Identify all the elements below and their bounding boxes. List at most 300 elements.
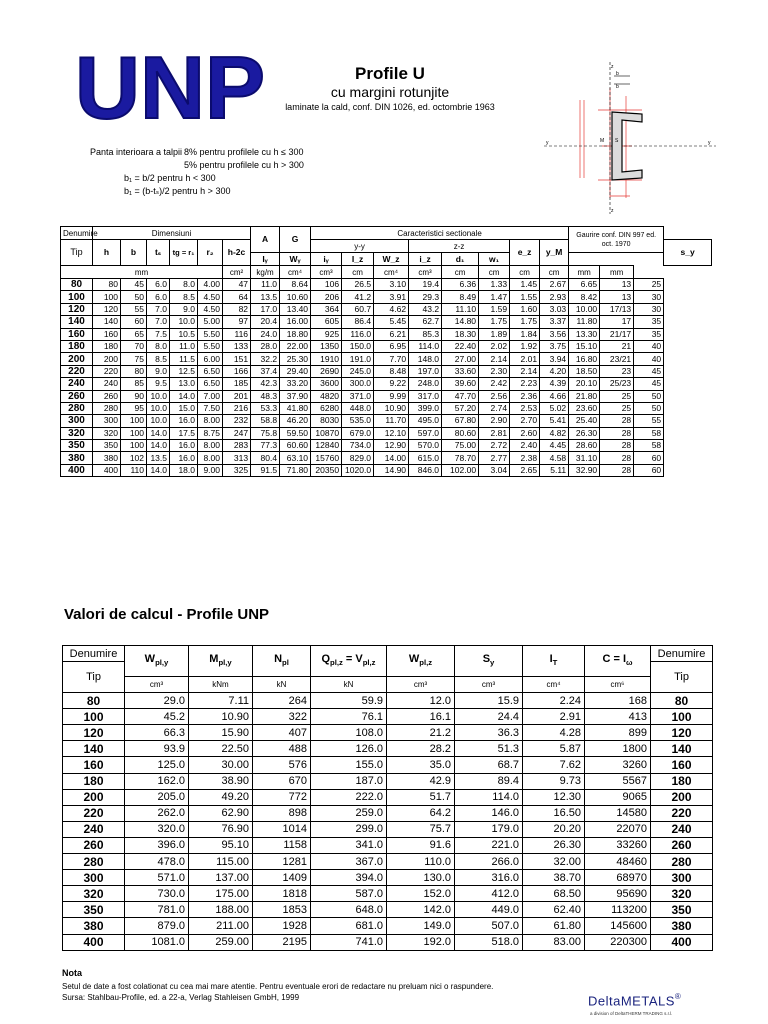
- t2-cell: 1158: [253, 837, 311, 853]
- t1-cell: 55: [121, 303, 147, 315]
- t1-col-iy: iᵧ: [311, 253, 342, 266]
- t1-cell: 2.70: [510, 415, 540, 427]
- t1-cell: 1.33: [479, 279, 510, 291]
- t1-row-tip: 380: [61, 452, 93, 464]
- t1-cell: 10.60: [280, 291, 311, 303]
- t1-cell: 50: [634, 402, 664, 414]
- t1-cell: 80.4: [251, 452, 280, 464]
- t1-cell: 23: [600, 365, 634, 377]
- t1-cell: 240: [93, 378, 121, 390]
- t2-cell: 83.00: [523, 934, 585, 950]
- t1-cell: 28.60: [569, 440, 600, 452]
- t1-cell: 55: [634, 415, 664, 427]
- t1-cell: 3600: [311, 378, 342, 390]
- t2-cell: 449.0: [455, 902, 523, 918]
- t2-cell: 507.0: [455, 918, 523, 934]
- t2-cell: 75.7: [387, 821, 455, 837]
- t2-cell: 76.90: [189, 821, 253, 837]
- t1-cell: 371.0: [342, 390, 374, 402]
- t2-header-tip: Tip: [63, 662, 125, 693]
- t2-cell: 205.0: [125, 789, 189, 805]
- t2-cell: 221.0: [455, 837, 523, 853]
- t1-cell: 1910: [311, 353, 342, 365]
- t1-cell: 7.5: [147, 328, 170, 340]
- t1-cell: 80.60: [442, 427, 479, 439]
- t2-row-tip-right: 300: [651, 870, 713, 886]
- t1-cell: 67.80: [442, 415, 479, 427]
- t1-cell: 1.45: [510, 279, 540, 291]
- t1-col-ts: tₛ: [147, 240, 170, 266]
- t1-cell: 33.20: [280, 378, 311, 390]
- t1-cell: 6.21: [374, 328, 409, 340]
- t2-cell: 188.00: [189, 902, 253, 918]
- t2-cell: 38.70: [523, 870, 585, 886]
- t2-cell: 26.30: [523, 837, 585, 853]
- t2-cell: 21.2: [387, 725, 455, 741]
- t1-unit: cm: [510, 266, 540, 279]
- t1-col-A: A: [251, 227, 280, 253]
- t1-cell: 13.30: [569, 328, 600, 340]
- t1-cell: 46.20: [280, 415, 311, 427]
- t1-unit: mm: [600, 266, 634, 279]
- t2-cell: 899: [585, 725, 651, 741]
- t1-cell: 32.2: [251, 353, 280, 365]
- t2-col-it: $I_T$: [523, 646, 585, 677]
- t2-cell: 126.0: [311, 741, 387, 757]
- t2-cell: 155.0: [311, 757, 387, 773]
- t2-cell: 681.0: [311, 918, 387, 934]
- t2-cell: 670: [253, 773, 311, 789]
- t1-row-tip: 400: [61, 464, 93, 476]
- t1-cell: 23/21: [600, 353, 634, 365]
- t2-cell: 1853: [253, 902, 311, 918]
- t1-cell: 12.90: [374, 440, 409, 452]
- t2-cell: 68970: [585, 870, 651, 886]
- t1-cell: 2.01: [510, 353, 540, 365]
- t1-cell: 150.0: [342, 340, 374, 352]
- t2-cell: 741.0: [311, 934, 387, 950]
- t1-row: [61, 291, 712, 303]
- t1-cell: 200: [93, 353, 121, 365]
- t2-cell: 1818: [253, 886, 311, 902]
- t1-cell: 10.0: [147, 390, 170, 402]
- t1-cell: 4.58: [540, 452, 569, 464]
- t1-row: [61, 464, 712, 476]
- t1-cell: 40: [634, 340, 664, 352]
- t1-cell: 19.4: [409, 279, 442, 291]
- t1-cell: 8.64: [280, 279, 311, 291]
- t1-cell: 60: [634, 452, 664, 464]
- t2-row-tip: 80: [63, 693, 125, 709]
- t2-cell: 266.0: [455, 854, 523, 870]
- profile-dimensions-table: [60, 226, 712, 477]
- t1-cell: 100: [121, 440, 147, 452]
- t1-row: [61, 316, 712, 328]
- t2-row: [63, 821, 713, 837]
- t1-unit: cm: [540, 266, 569, 279]
- t1-cell: 8.48: [374, 365, 409, 377]
- t2-cell: 4.28: [523, 725, 585, 741]
- t2-row-tip-right: 350: [651, 902, 713, 918]
- t1-cell: 350: [93, 440, 121, 452]
- t2-cell: 152.0: [387, 886, 455, 902]
- brand-logo: [588, 992, 681, 1010]
- t2-row-tip-right: 240: [651, 821, 713, 837]
- t2-cell: 179.0: [455, 821, 523, 837]
- t1-cell: 47.70: [442, 390, 479, 402]
- t2-row-tip: 350: [63, 902, 125, 918]
- t2-cell: 45.2: [125, 709, 189, 725]
- t2-cell: 66.3: [125, 725, 189, 741]
- t1-col-h2c: h-2c: [223, 240, 251, 266]
- t1-cell: 206: [311, 291, 342, 303]
- t1-cell: 86.4: [342, 316, 374, 328]
- t1-unit: kg/m: [251, 266, 280, 279]
- t2-row-tip-right: 180: [651, 773, 713, 789]
- t2-cell: 76.1: [311, 709, 387, 725]
- t1-cell: 60.7: [342, 303, 374, 315]
- t2-cell: 22.50: [189, 741, 253, 757]
- t1-cell: 14.0: [170, 390, 198, 402]
- t2-cell: 648.0: [311, 902, 387, 918]
- t2-cell: 322: [253, 709, 311, 725]
- t2-row-tip-right: 280: [651, 854, 713, 870]
- t1-cell: 33.60: [442, 365, 479, 377]
- t1-cell: 70: [121, 340, 147, 352]
- t1-cell: 10.5: [170, 328, 198, 340]
- t1-cell: 8.0: [170, 279, 198, 291]
- t1-cell: 15.10: [569, 340, 600, 352]
- t2-row: [63, 837, 713, 853]
- t1-cell: 37.90: [280, 390, 311, 402]
- t1-cell: 12.10: [374, 427, 409, 439]
- t1-row: [61, 303, 712, 315]
- b1-rule-2: b₁ = (b-tₛ)/2 pentru h > 300: [124, 186, 231, 196]
- t1-cell: 317.0: [409, 390, 442, 402]
- t1-cell: 25: [600, 402, 634, 414]
- t2-cell: 95690: [585, 886, 651, 902]
- t1-cell: 6.65: [569, 279, 600, 291]
- t2-row-tip: 100: [63, 709, 125, 725]
- t1-row: [61, 340, 712, 352]
- t2-cell: 15.9: [455, 693, 523, 709]
- t1-cell: 26.30: [569, 427, 600, 439]
- t1-cell: 29.40: [280, 365, 311, 377]
- t1-cell: 300.0: [342, 378, 374, 390]
- t1-cell: 4.45: [540, 440, 569, 452]
- t1-row-tip: 320: [61, 427, 93, 439]
- t2-row-tip: 200: [63, 789, 125, 805]
- t2-cell: 407: [253, 725, 311, 741]
- t1-cell: 16.0: [170, 440, 198, 452]
- t1-cell: 25: [634, 279, 664, 291]
- page-title: Profile U: [355, 64, 425, 83]
- t2-cell: 518.0: [455, 934, 523, 950]
- t1-cell: 95: [121, 402, 147, 414]
- t1-cell: 28.0: [251, 340, 280, 352]
- t1-cell: 846.0: [409, 464, 442, 476]
- svg-text:M: M: [600, 138, 605, 144]
- t1-cell: 18.0: [170, 464, 198, 476]
- t2-cell: 137.00: [189, 870, 253, 886]
- t1-cell: 60.60: [280, 440, 311, 452]
- t1-cell: 2.14: [510, 365, 540, 377]
- svg-text:y: y: [708, 140, 711, 146]
- t1-cell: 8.00: [198, 440, 223, 452]
- t1-cell: 1.59: [479, 303, 510, 315]
- t1-row-tip: 220: [61, 365, 93, 377]
- t1-cell: 925: [311, 328, 342, 340]
- t1-cell: 62.7: [409, 316, 442, 328]
- t2-row-tip: 260: [63, 837, 125, 853]
- t1-cell: 80: [121, 365, 147, 377]
- t1-cell: 102.00: [442, 464, 479, 476]
- t1-cell: 41.80: [280, 402, 311, 414]
- t1-cell: 13: [600, 279, 634, 291]
- t1-cell: 10.0: [170, 316, 198, 328]
- t2-cell: 1081.0: [125, 934, 189, 950]
- t1-cell: 25/23: [600, 378, 634, 390]
- t1-cell: 75.8: [251, 427, 280, 439]
- t1-cell: 17.5: [170, 427, 198, 439]
- t1-cell: 4.66: [540, 390, 569, 402]
- t1-col-tg: tg = r₁: [170, 240, 198, 266]
- t1-cell: 7.50: [198, 402, 223, 414]
- t1-cell: 22.00: [280, 340, 311, 352]
- t1-unit: cm⁴: [374, 266, 409, 279]
- t2-unit: kN: [311, 677, 387, 693]
- t2-cell: 192.0: [387, 934, 455, 950]
- t1-cell: 59.50: [280, 427, 311, 439]
- t2-col-npl: $N_{pl}$: [253, 646, 311, 677]
- t1-unit: cm: [442, 266, 479, 279]
- t1-cell: 570.0: [409, 440, 442, 452]
- t1-row-tip: 200: [61, 353, 93, 365]
- t2-cell: 1800: [585, 741, 651, 757]
- t1-cell: 116.0: [342, 328, 374, 340]
- t1-cell: 18.30: [442, 328, 479, 340]
- t1-unit: cm²: [223, 266, 251, 279]
- t1-header-dimensiuni: Dimensiuni: [93, 227, 251, 240]
- t1-cell: 60: [121, 316, 147, 328]
- t1-cell: 18.50: [569, 365, 600, 377]
- t1-cell: 20350: [311, 464, 342, 476]
- t1-col-h: h: [93, 240, 121, 266]
- t2-cell: 772: [253, 789, 311, 805]
- t2-cell: 9.73: [523, 773, 585, 789]
- t2-cell: 264: [253, 693, 311, 709]
- t2-col-wply: $W_{pl,y}$: [125, 646, 189, 677]
- t1-cell: 82: [223, 303, 251, 315]
- t1-cell: 4.00: [198, 279, 223, 291]
- t1-cell: 85.3: [409, 328, 442, 340]
- t2-cell: 93.9: [125, 741, 189, 757]
- t1-row-tip: 120: [61, 303, 93, 315]
- t1-cell: 300: [93, 415, 121, 427]
- t1-col-Wy: Wᵧ: [280, 253, 311, 266]
- t2-unit: cm³: [387, 677, 455, 693]
- t1-cell: 58.8: [251, 415, 280, 427]
- t1-cell: 9.00: [198, 464, 223, 476]
- t2-cell: 488: [253, 741, 311, 757]
- t1-cell: 18.80: [280, 328, 311, 340]
- t2-row-tip: 180: [63, 773, 125, 789]
- t1-cell: 10.00: [569, 303, 600, 315]
- t1-cell: 5.41: [540, 415, 569, 427]
- t1-col-Iy: Iᵧ: [251, 253, 280, 266]
- t1-cell: 6.0: [147, 279, 170, 291]
- t1-cell: 97: [223, 316, 251, 328]
- t1-cell: 245.0: [342, 365, 374, 377]
- t2-cell: 62.90: [189, 805, 253, 821]
- t1-cell: 8.0: [147, 340, 170, 352]
- t1-row-tip: 280: [61, 402, 93, 414]
- t2-cell: 10.90: [189, 709, 253, 725]
- t1-col-d1: d₁: [442, 253, 479, 266]
- t2-cell: 145600: [585, 918, 651, 934]
- t1-header-yy: y-y: [311, 240, 409, 253]
- t1-cell: 8.5: [147, 353, 170, 365]
- t1-row-tip: 300: [61, 415, 93, 427]
- t2-cell: 29.0: [125, 693, 189, 709]
- t2-cell: 222.0: [311, 789, 387, 805]
- t1-col-w1: w₁: [479, 253, 510, 266]
- t1-cell: 16.00: [280, 316, 311, 328]
- t1-cell: 116: [223, 328, 251, 340]
- t2-cell: 879.0: [125, 918, 189, 934]
- t1-cell: 13.0: [170, 378, 198, 390]
- t2-cell: 68.7: [455, 757, 523, 773]
- t2-cell: 168: [585, 693, 651, 709]
- t1-row-tip: 100: [61, 291, 93, 303]
- t2-cell: 108.0: [311, 725, 387, 741]
- brand-reg: ®: [674, 992, 682, 1001]
- t2-row: [63, 918, 713, 934]
- t2-row-tip-right: 400: [651, 934, 713, 950]
- t1-cell: 160: [93, 328, 121, 340]
- t1-cell: 232: [223, 415, 251, 427]
- t1-cell: 14.90: [374, 464, 409, 476]
- t2-row: [63, 934, 713, 950]
- t2-row: [63, 693, 713, 709]
- t2-cell: 478.0: [125, 854, 189, 870]
- t2-cell: 2195: [253, 934, 311, 950]
- t1-cell: 4.20: [540, 365, 569, 377]
- t2-cell: 12.0: [387, 693, 455, 709]
- t1-cell: 2.65: [510, 464, 540, 476]
- t1-cell: 3.94: [540, 353, 569, 365]
- t2-cell: 259.0: [311, 805, 387, 821]
- t1-cell: 5.02: [540, 402, 569, 414]
- t2-cell: 187.0: [311, 773, 387, 789]
- t1-cell: 2.53: [510, 402, 540, 414]
- t1-cell: 2.74: [479, 402, 510, 414]
- standard-note: laminate la cald, conf. DIN 1026, ed. octombrie 1963: [285, 102, 495, 112]
- t1-cell: 48.3: [251, 390, 280, 402]
- t1-cell: 75.00: [442, 440, 479, 452]
- t2-cell: 1014: [253, 821, 311, 837]
- t2-row-tip-right: 200: [651, 789, 713, 805]
- t2-row: [63, 854, 713, 870]
- t1-row: [61, 365, 712, 377]
- t1-cell: 85: [121, 378, 147, 390]
- t1-cell: 65: [121, 328, 147, 340]
- t1-cell: 12840: [311, 440, 342, 452]
- t1-cell: 2.02: [479, 340, 510, 352]
- t2-row: [63, 725, 713, 741]
- t2-cell: 15.90: [189, 725, 253, 741]
- t1-cell: 1.75: [479, 316, 510, 328]
- svg-text:y: y: [546, 140, 549, 146]
- t1-cell: 31.10: [569, 452, 600, 464]
- t1-cell: 45: [121, 279, 147, 291]
- t2-row-tip-right: 220: [651, 805, 713, 821]
- t1-unit: cm³: [409, 266, 442, 279]
- t1-cell: 4.62: [374, 303, 409, 315]
- t1-row: [61, 402, 712, 414]
- t1-cell: 50: [121, 291, 147, 303]
- t2-cell: 49.20: [189, 789, 253, 805]
- t2-row: [63, 789, 713, 805]
- t1-cell: 6.50: [198, 378, 223, 390]
- t2-row: [63, 902, 713, 918]
- t1-cell: 25.30: [280, 353, 311, 365]
- t1-cell: 3.03: [540, 303, 569, 315]
- t1-cell: 4.82: [540, 427, 569, 439]
- t1-cell: 6.36: [442, 279, 479, 291]
- t1-cell: 13.5: [147, 452, 170, 464]
- t1-cell: 2.77: [479, 452, 510, 464]
- t2-cell: 95.10: [189, 837, 253, 853]
- t1-cell: 23.60: [569, 402, 600, 414]
- t1-col-Iz: I_z: [342, 253, 374, 266]
- t1-row-tip: 140: [61, 316, 93, 328]
- t1-cell: 75: [121, 353, 147, 365]
- t2-cell: 5567: [585, 773, 651, 789]
- t1-cell: 11.0: [251, 279, 280, 291]
- t2-row-tip-right: 140: [651, 741, 713, 757]
- t2-unit: cm⁶: [585, 677, 651, 693]
- t1-cell: 26.5: [342, 279, 374, 291]
- t1-cell: 2.36: [510, 390, 540, 402]
- svg-text:z: z: [611, 64, 614, 70]
- t2-row-tip-right: 160: [651, 757, 713, 773]
- t1-cell: 5.50: [198, 340, 223, 352]
- t2-cell: 1928: [253, 918, 311, 934]
- t1-cell: 77.3: [251, 440, 280, 452]
- t2-cell: 413: [585, 709, 651, 725]
- t1-cell: 185: [223, 378, 251, 390]
- t1-cell: 4.39: [540, 378, 569, 390]
- t1-cell: 35: [634, 328, 664, 340]
- t2-cell: 68.50: [523, 886, 585, 902]
- slope-label: Panta interioara a talpii: [90, 147, 183, 157]
- t1-cell: 7.00: [198, 390, 223, 402]
- t1-header-caract: Caracteristici sectionale: [311, 227, 569, 240]
- t1-cell: 40: [634, 353, 664, 365]
- t1-unit: cm: [479, 266, 510, 279]
- t1-cell: 29.3: [409, 291, 442, 303]
- t1-cell: 16.0: [170, 415, 198, 427]
- t1-col-G: G: [280, 227, 311, 253]
- t1-cell: 90: [121, 390, 147, 402]
- note-title: Nota: [62, 968, 82, 978]
- t2-cell: 12.30: [523, 789, 585, 805]
- t1-cell: 80: [93, 279, 121, 291]
- t1-cell: 15.0: [170, 402, 198, 414]
- svg-text:b: b: [616, 71, 619, 77]
- t2-cell: 64.2: [387, 805, 455, 821]
